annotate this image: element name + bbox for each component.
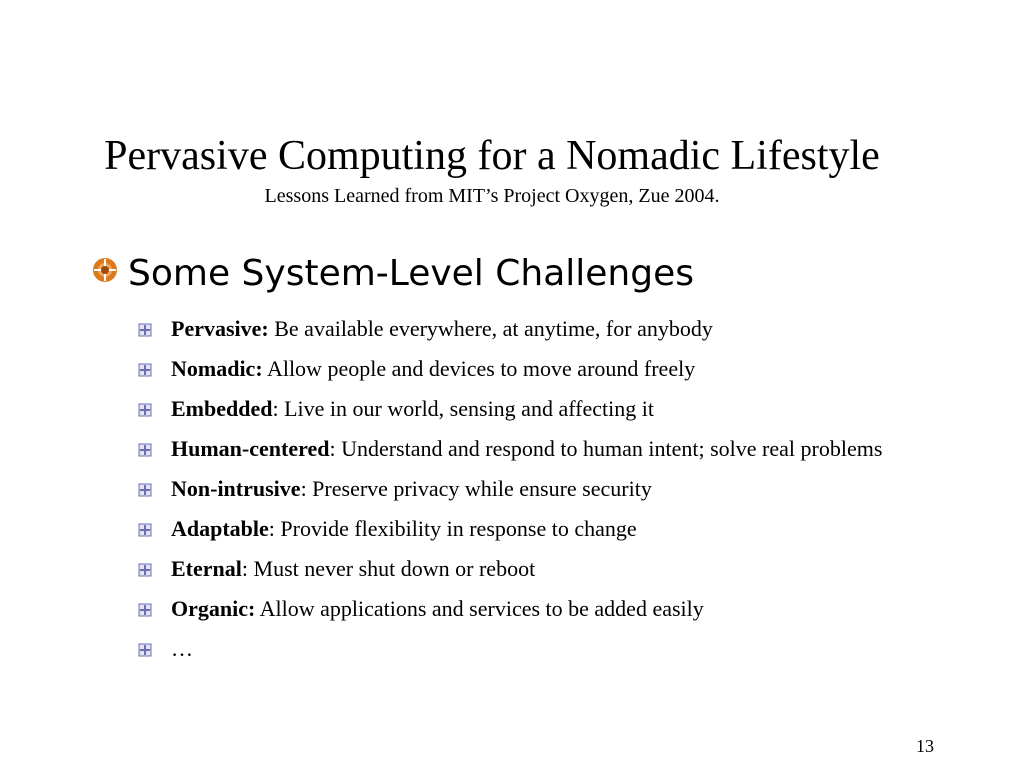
challenge-term: Embedded [171, 396, 273, 421]
small-square-bullet-icon [138, 403, 152, 417]
slide-subtitle: Lessons Learned from MIT’s Project Oxygen, Zue 2004. [264, 185, 720, 207]
challenge-item-pervasive [138, 313, 938, 345]
small-square-bullet-icon [138, 363, 152, 377]
challenge-term: Human-centered [171, 436, 330, 461]
challenge-description: Allow people and devices to move around freely [262, 356, 696, 381]
challenge-term: Non-intrusive [171, 476, 301, 501]
challenge-term: Eternal [171, 556, 242, 581]
challenge-item-embedded [138, 393, 938, 425]
small-square-bullet-icon [138, 323, 152, 337]
challenge-item-adaptable [138, 513, 938, 545]
challenge-item-non-intrusive [138, 473, 938, 505]
challenge-term: Organic: [171, 596, 256, 621]
challenge-description: Be available everywhere, at anytime, for anybody [268, 316, 713, 341]
challenge-description: : Must never shut down or reboot [241, 556, 536, 581]
small-square-bullet-icon [138, 483, 152, 497]
challenge-description: : Understand and respond to human intent; solve real problems [329, 436, 883, 461]
challenge-description: : Provide flexibility in response to change [268, 516, 637, 541]
challenge-description: … [171, 636, 193, 661]
challenge-term: Nomadic: [171, 356, 263, 381]
challenge-list [138, 313, 938, 673]
challenge-description: Allow applications and services to be added easily [255, 596, 704, 621]
challenge-item-human-centered [138, 433, 938, 465]
challenge-description: : Preserve privacy while ensure security [300, 476, 652, 501]
challenge-item-nomadic [138, 353, 938, 385]
small-square-bullet-icon [138, 643, 152, 657]
small-square-bullet-icon [138, 443, 152, 457]
challenge-item-organic [138, 593, 938, 625]
small-square-bullet-icon [138, 563, 152, 577]
challenge-description: : Live in our world, sensing and affecting it [272, 396, 654, 421]
slide-title: Pervasive Computing for a Nomadic Lifestyle [104, 133, 880, 179]
level1-bullet-text: Some System-Level Challenges [128, 253, 694, 294]
small-square-bullet-icon [138, 523, 152, 537]
level1-bullet [92, 248, 694, 300]
challenge-term: Pervasive: [171, 316, 269, 341]
small-square-bullet-icon [138, 603, 152, 617]
page-number: 13 [916, 736, 934, 756]
title-block [40, 132, 944, 209]
orange-crosshair-bullet-icon [92, 257, 118, 283]
challenge-item-ellipsis [138, 633, 938, 665]
challenge-item-eternal [138, 553, 938, 585]
challenge-term: Adaptable [171, 516, 269, 541]
